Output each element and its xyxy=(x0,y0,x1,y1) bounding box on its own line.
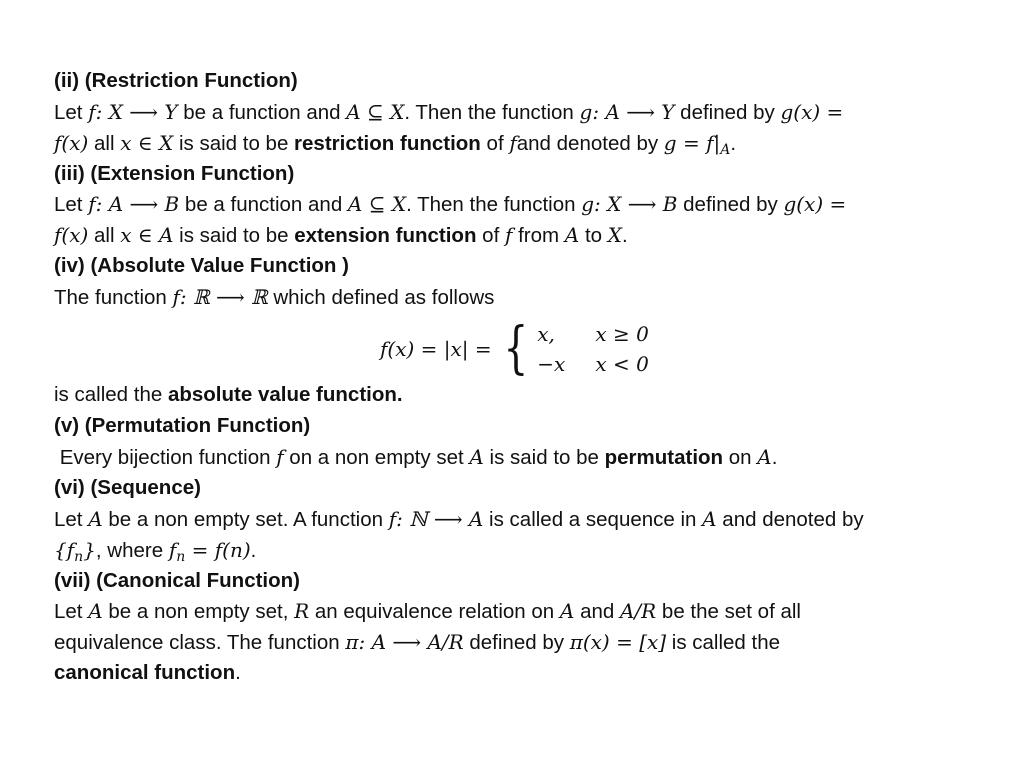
math-element: x ∈ X xyxy=(120,131,174,155)
text: defined by xyxy=(674,101,781,124)
math-f: f xyxy=(88,100,96,124)
math-subscript: A xyxy=(720,142,731,158)
term-absolute-value-function: absolute value function. xyxy=(167,383,403,406)
math-A: A xyxy=(469,445,484,469)
heading-canonical: (vii) (Canonical Function) xyxy=(54,569,300,592)
math-g: g xyxy=(581,192,595,216)
math-A: A xyxy=(702,507,717,531)
text: be a function and xyxy=(179,193,348,216)
math-mapping: : ℝ ⟶ ℝ xyxy=(179,285,268,309)
math-mapping: : ℕ ⟶ A xyxy=(396,507,484,531)
math-X: X xyxy=(607,223,622,247)
math-set-close: } xyxy=(83,538,96,562)
math-pi: π xyxy=(345,630,359,654)
term-restriction-function: restriction function xyxy=(294,132,481,155)
text: is said to be xyxy=(173,132,295,155)
piecewise-equation xyxy=(380,316,649,382)
text: equivalence class. The function xyxy=(54,631,346,654)
text: of xyxy=(480,132,510,155)
text: and xyxy=(574,600,620,623)
text: be a non empty set. A function xyxy=(102,508,389,531)
math-subset: A ⊆ X xyxy=(347,192,407,216)
math-quotient: A/R xyxy=(619,599,657,623)
absolute-line-1 xyxy=(54,282,494,312)
heading-permutation: (v) (Permutation Function) xyxy=(54,414,311,437)
text: to xyxy=(579,224,608,247)
text: on xyxy=(723,446,758,469)
text: Let xyxy=(54,508,89,531)
math-gx: g(x) = xyxy=(780,100,844,124)
text: is said to be xyxy=(483,446,605,469)
text: on a non empty set xyxy=(283,446,470,469)
canonical-line-2 xyxy=(54,627,780,657)
text: which defined as follows xyxy=(267,286,495,309)
text: is called a sequence in xyxy=(483,508,703,531)
absolute-line-2 xyxy=(54,380,403,410)
text: from xyxy=(512,224,565,247)
sequence-line-1 xyxy=(54,504,864,534)
math-g: g xyxy=(579,100,593,124)
text: . xyxy=(771,446,778,469)
math-mapping: : A ⟶ Y xyxy=(592,100,675,124)
restriction-line-1 xyxy=(54,97,843,127)
text: all xyxy=(88,224,121,247)
case-value: x, xyxy=(537,322,555,346)
math-fx: f(x) xyxy=(54,131,89,155)
cases xyxy=(537,320,649,378)
text: Let xyxy=(54,600,89,623)
math-f: f xyxy=(168,538,177,562)
math-mapping: : X ⟶ B xyxy=(594,192,678,216)
text: an equivalence relation on xyxy=(309,600,560,623)
math-set-open: {f xyxy=(54,538,75,562)
canonical-line-1 xyxy=(54,596,801,626)
math-restriction: g = f| xyxy=(663,131,721,155)
math-A: A xyxy=(564,223,580,247)
math-fx: f(x) xyxy=(54,223,89,247)
permutation-line-1 xyxy=(54,442,777,472)
math-gx: g(x) = xyxy=(783,192,847,216)
math-subscript: n xyxy=(176,549,186,565)
heading-extension: (iii) (Extension Function) xyxy=(54,162,295,185)
math-f: f xyxy=(388,507,397,531)
text: and denoted by xyxy=(716,508,864,531)
case-condition: x ≥ 0 xyxy=(595,322,649,346)
extension-line-2 xyxy=(54,220,628,250)
math-fn: = f(n) xyxy=(185,538,251,562)
case-condition: x < 0 xyxy=(595,352,649,376)
text: defined by xyxy=(463,631,570,654)
math-A: A xyxy=(757,445,772,469)
text: . xyxy=(622,224,628,247)
text: . xyxy=(235,661,241,684)
case-value: −x xyxy=(537,352,566,376)
text: Every bijection function xyxy=(54,446,277,469)
term-extension-function: extension function xyxy=(294,224,477,247)
math-R: R xyxy=(294,599,310,623)
text: Let xyxy=(54,101,89,124)
math-pi-x: π(x) = [x] xyxy=(569,630,667,654)
text: be the set of all xyxy=(656,600,801,623)
text: is called the xyxy=(666,631,781,654)
math-A: A xyxy=(88,599,103,623)
text: of xyxy=(476,224,505,247)
text: defined by xyxy=(677,193,784,216)
text: is said to be xyxy=(173,224,295,247)
math-A: A xyxy=(559,599,575,623)
text: and denoted by xyxy=(516,132,664,155)
math-f: f xyxy=(88,192,96,216)
text: Let xyxy=(54,193,89,216)
text: be a non empty set, xyxy=(102,600,295,623)
text: is called the xyxy=(54,383,168,406)
text: . Then the function xyxy=(406,193,582,216)
heading-restriction: (ii) (Restriction Function) xyxy=(54,69,298,92)
math-mapping: : A ⟶ A/R xyxy=(358,630,464,654)
left-brace-icon: { xyxy=(502,316,528,381)
math-subset: A ⊆ X xyxy=(346,100,405,124)
math-f: f xyxy=(509,131,517,155)
text: be a function and xyxy=(177,101,347,124)
heading-absolute-value: (iv) (Absolute Value Function ) xyxy=(54,254,349,277)
term-permutation: permutation xyxy=(604,446,724,469)
restriction-line-2 xyxy=(54,128,736,158)
canonical-line-3 xyxy=(54,658,241,688)
math-subscript: n xyxy=(74,549,84,565)
math-mapping: : X ⟶ Y xyxy=(95,100,178,124)
text: , where xyxy=(95,539,169,562)
sequence-line-2 xyxy=(54,535,256,565)
text: The function xyxy=(54,286,173,309)
term-canonical-function: canonical function xyxy=(54,661,236,684)
text: all xyxy=(88,132,121,155)
extension-line-1 xyxy=(54,189,846,219)
math-f: f xyxy=(504,223,513,247)
math-f: f xyxy=(172,285,180,309)
text: . xyxy=(730,132,737,155)
equation-lhs: f(x) = |x| = xyxy=(380,337,492,361)
text: . xyxy=(250,539,257,562)
text: . Then the function xyxy=(404,101,580,124)
math-element: x ∈ A xyxy=(120,223,174,247)
math-mapping: : A ⟶ B xyxy=(95,192,180,216)
heading-sequence: (vi) (Sequence) xyxy=(54,476,201,499)
math-f: f xyxy=(276,445,284,469)
math-A: A xyxy=(88,507,103,531)
